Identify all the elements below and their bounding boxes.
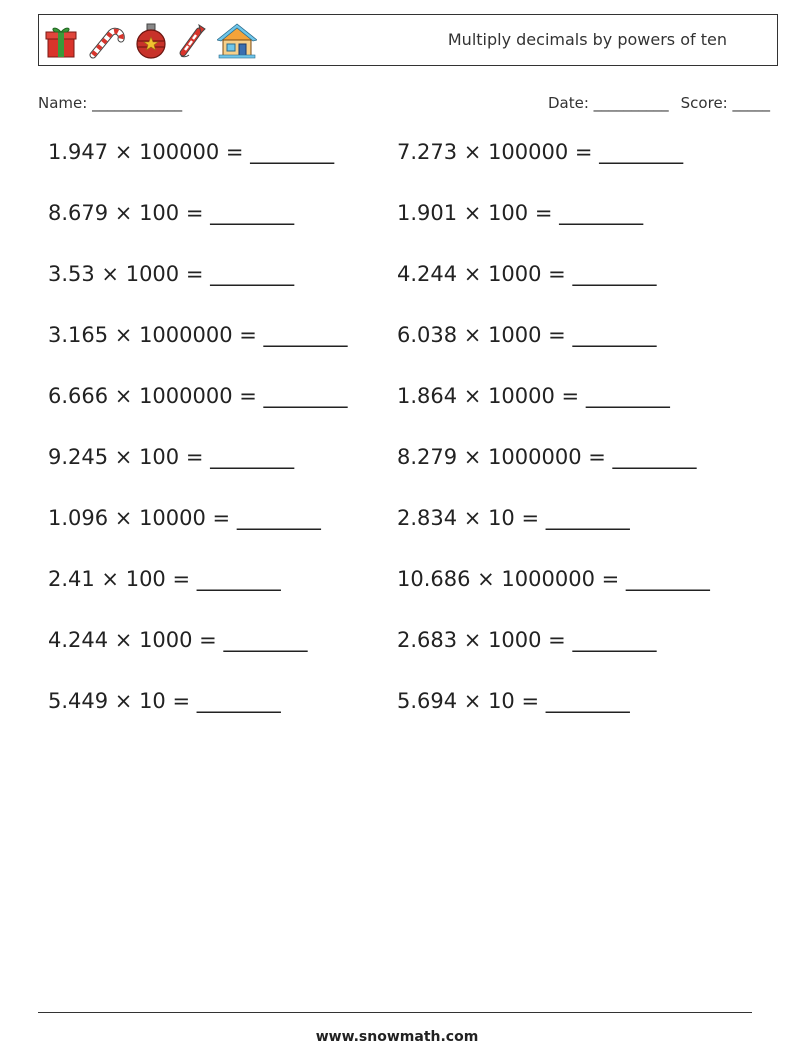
gift-icon <box>45 23 77 59</box>
name-field: Name: ____________ <box>38 94 183 112</box>
problem-item: 4.244 × 1000 = ________ <box>48 628 308 652</box>
problem-item: 8.279 × 1000000 = ________ <box>397 445 697 469</box>
problem-item: 9.245 × 100 = ________ <box>48 445 295 469</box>
problem-item: 6.666 × 1000000 = ________ <box>48 384 348 408</box>
problem-item: 5.449 × 10 = ________ <box>48 689 281 713</box>
problem-grid <box>48 140 768 750</box>
problem-item: 7.273 × 100000 = ________ <box>397 140 684 164</box>
header-icons <box>45 21 257 61</box>
problem-row <box>48 689 768 750</box>
date-score-fields <box>548 94 770 112</box>
problem-item: 8.679 × 100 = ________ <box>48 201 295 225</box>
problem-item: 4.244 × 1000 = ________ <box>397 262 657 286</box>
date-field: Date: __________ <box>547 94 669 112</box>
problem-row <box>48 506 768 567</box>
score-field: Score: _____ <box>680 94 770 112</box>
problem-item: 2.834 × 10 = ________ <box>397 506 630 530</box>
problem-item: 1.901 × 100 = ________ <box>397 201 644 225</box>
problem-item: 2.41 × 100 = ________ <box>48 567 281 591</box>
problem-item: 2.683 × 1000 = ________ <box>397 628 657 652</box>
problem-row <box>48 323 768 384</box>
problem-row <box>48 201 768 262</box>
problem-item: 10.686 × 1000000 = ________ <box>397 567 710 591</box>
ornament-icon <box>135 22 167 60</box>
problem-item: 3.53 × 1000 = ________ <box>48 262 295 286</box>
problem-row <box>48 567 768 628</box>
problem-row <box>48 384 768 445</box>
problem-item: 3.165 × 1000000 = ________ <box>48 323 348 347</box>
problem-row <box>48 628 768 689</box>
firework-rocket-icon <box>177 23 207 59</box>
house-icon <box>217 22 257 60</box>
problem-item: 1.096 × 10000 = ________ <box>48 506 321 530</box>
footer-website: www.snowmath.com <box>315 1029 479 1045</box>
candy-cane-icon <box>87 23 125 59</box>
problem-item: 1.947 × 100000 = ________ <box>48 140 335 164</box>
problem-item: 6.038 × 1000 = ________ <box>397 323 657 347</box>
problem-row <box>48 445 768 506</box>
worksheet-header <box>38 14 778 66</box>
worksheet-title: Multiply decimals by powers of ten <box>447 30 727 49</box>
problem-item: 1.864 × 10000 = ________ <box>397 384 670 408</box>
problem-item: 5.694 × 10 = ________ <box>397 689 630 713</box>
problem-row <box>48 262 768 323</box>
problem-row <box>48 140 768 201</box>
footer-divider <box>38 1012 752 1013</box>
